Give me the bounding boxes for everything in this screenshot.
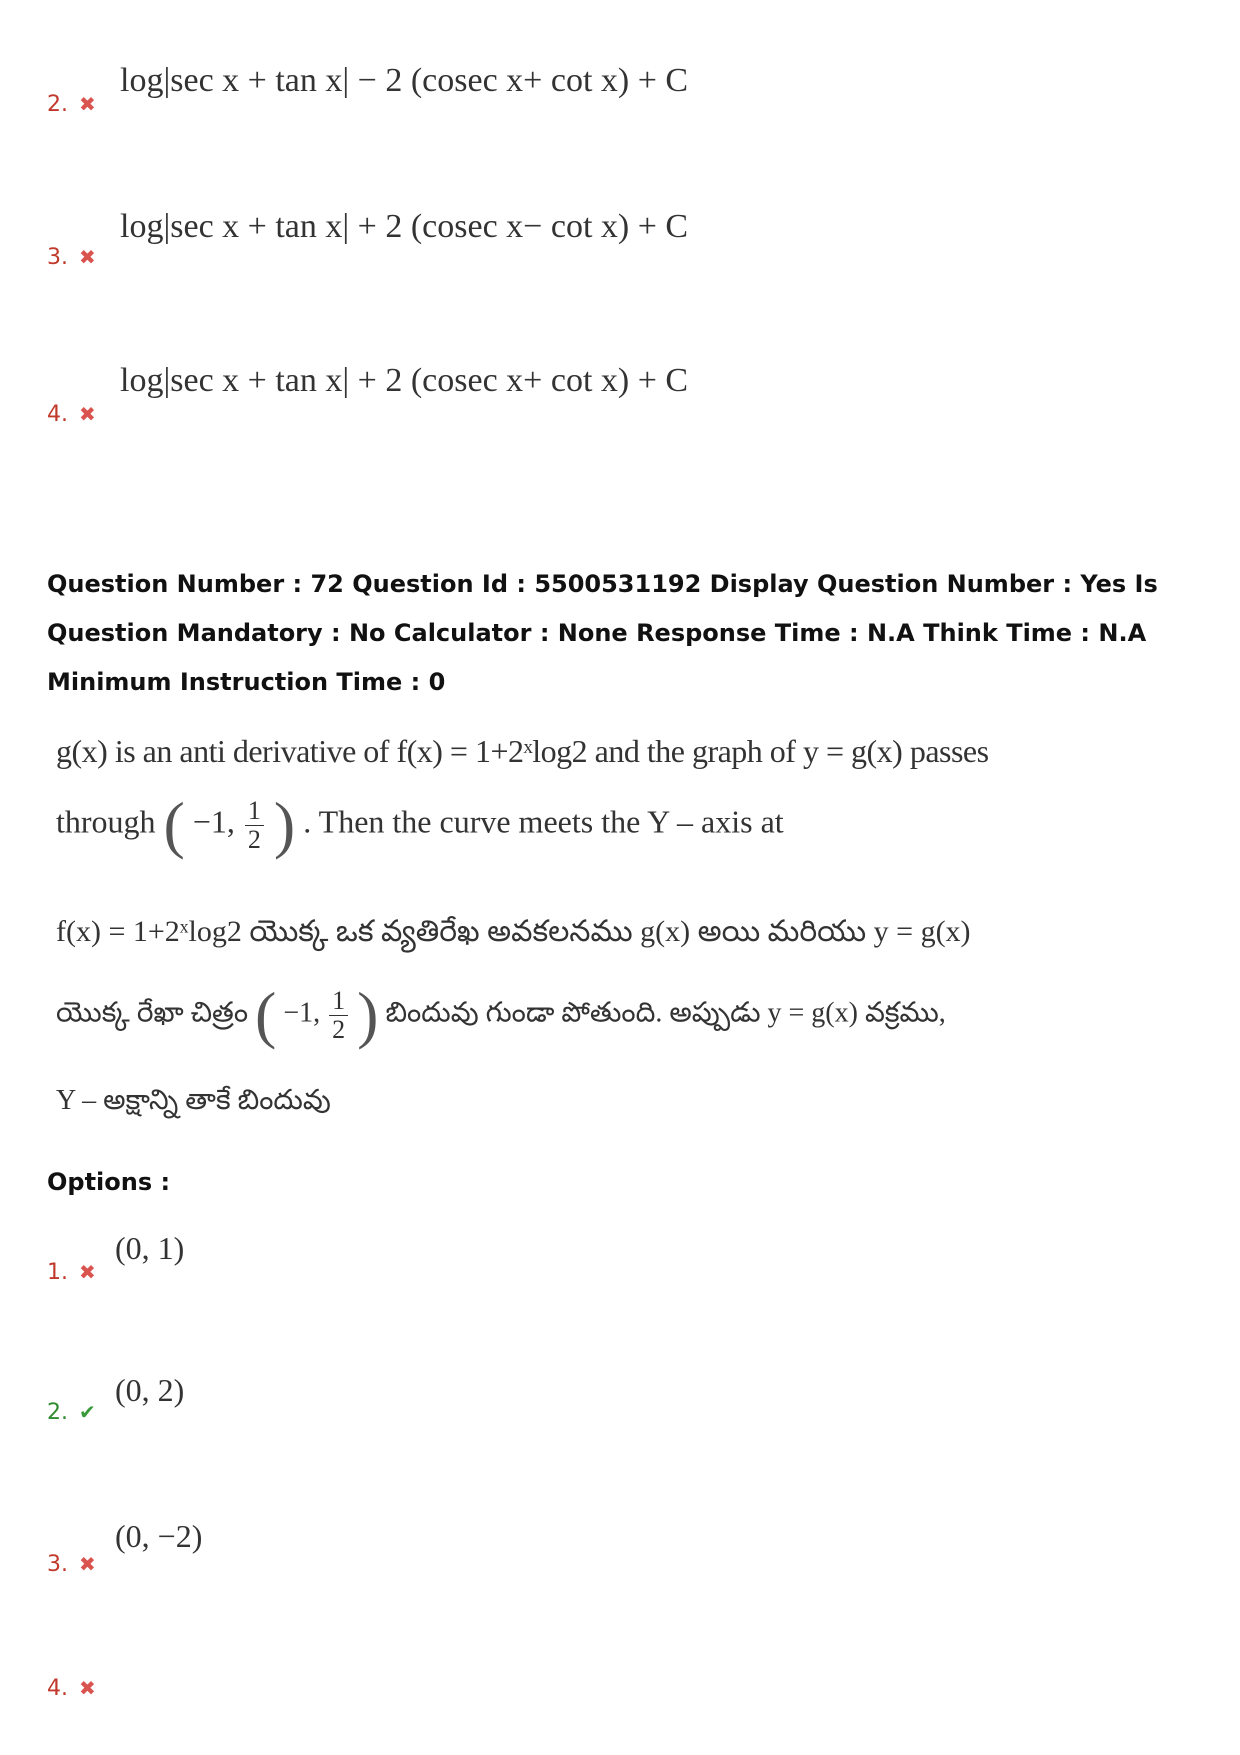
question-te-post: బిందువు గుండా పోతుంది. అప్పుడు y = g(x) వక్రము, [385, 997, 946, 1029]
fraction-te [329, 987, 348, 1044]
option-number: 3. [47, 1552, 68, 1577]
wrong-icon: ✖ [79, 402, 96, 426]
wrong-icon: ✖ [79, 1552, 96, 1576]
question-te-line2: యొక్క రేఖా చిత్రం ( −1, $\frac{1}{2}$ ) బిందువు గుండా పోతుంది. అప్పుడు y = g(x) వక్రము, [56, 979, 946, 1050]
prev-option-4 [47, 402, 96, 427]
point-x: −1, [192, 803, 235, 840]
option-number: 3. [47, 245, 68, 270]
prev-option-2 [47, 92, 96, 117]
wrong-icon: ✖ [79, 1260, 96, 1284]
wrong-icon: ✖ [79, 1676, 96, 1700]
question-te-line1: f(x) = 1+2ˣlog2 యొక్క ఒక వ్యతిరేఖ అవకలనము g(x) అయి మరియు y = g(x) [56, 915, 971, 948]
prev-option-3-expr: log|sec x + tan x| + 2 (cosec x− cot x) + C [120, 208, 689, 245]
point-x-te: −1, [283, 997, 321, 1029]
option-1-value: (0, 1) [115, 1230, 185, 1266]
wrong-icon: ✖ [79, 92, 96, 116]
question-te-pre: యొక్క రేఖా చిత్రం [56, 997, 249, 1029]
question-en-line1: g(x) is an anti derivative of f(x) = 1+2ˣlog2 and the graph of y = g(x) passes [56, 733, 989, 769]
question-te-line3: Y – అక్షాన్ని తాకే బిందువు [56, 1085, 331, 1116]
fraction-numerator: 1 [245, 797, 264, 826]
option-number: 4. [47, 402, 68, 427]
question-meta: Question Number : 72 Question Id : 5500531192 Display Question Number : Yes Is Question Mandatory : No Calculator : None Response Time : N.A Think Time : N.A Minimum Instruction Time : 0 [47, 570, 1158, 696]
prev-option-3 [47, 245, 96, 270]
correct-icon: ✔ [79, 1400, 96, 1424]
fraction [245, 797, 264, 854]
option-1 [47, 1260, 96, 1285]
fraction-denominator: 2 [247, 824, 261, 854]
fraction-denominator: 2 [332, 1014, 346, 1044]
fraction-numerator: 1 [329, 987, 348, 1016]
wrong-icon: ✖ [79, 245, 96, 269]
option-number: 2. [47, 1400, 68, 1425]
option-number: 2. [47, 92, 68, 117]
question-en-line2: through ( −1, $\frac{1}{2}$ ) . Then the curve meets the Y – axis at [56, 789, 784, 860]
prev-option-2-expr: log|sec x + tan x| − 2 (cosec x+ cot x) + C [120, 62, 689, 99]
question-en-through: through [56, 803, 156, 840]
option-3-value: (0, −2) [115, 1518, 203, 1554]
options-label: Options : [47, 1168, 171, 1196]
prev-option-4-expr: log|sec x + tan x| + 2 (cosec x+ cot x) + C [120, 362, 689, 399]
option-number: 4. [47, 1676, 68, 1701]
question-en-rest: . Then the curve meets the Y – axis at [303, 803, 784, 840]
option-3 [47, 1552, 96, 1577]
option-4 [47, 1676, 96, 1701]
option-number: 1. [47, 1260, 68, 1285]
option-2-value: (0, 2) [115, 1372, 185, 1408]
option-2 [47, 1400, 96, 1425]
